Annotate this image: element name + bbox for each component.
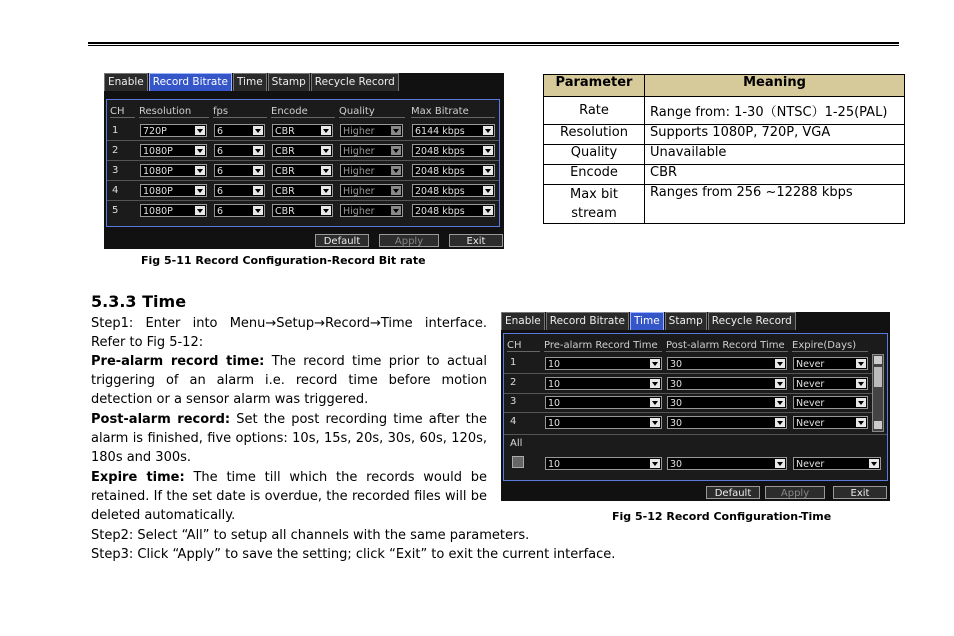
ch-label: 3 (510, 396, 517, 407)
post-alarm-select[interactable]: 30 (667, 396, 787, 409)
apply-button[interactable]: Apply (765, 486, 825, 499)
chevron-down-icon (391, 206, 401, 215)
all-pre-alarm-select[interactable]: 10 (545, 457, 662, 470)
meaning-cell: Ranges from 256 ~12288 kbps (645, 185, 905, 224)
chevron-down-icon (775, 418, 785, 427)
ch-label: 5 (112, 205, 119, 216)
chevron-down-icon (321, 186, 331, 195)
param-header: Parameter (544, 75, 645, 97)
param-cell: Resolution (544, 125, 645, 145)
chevron-down-icon (483, 206, 493, 215)
pre-alarm-select[interactable]: 10 (545, 416, 662, 429)
ch-label: 2 (510, 377, 517, 388)
chevron-down-icon (483, 166, 493, 175)
chevron-down-icon (775, 359, 785, 368)
chevron-down-icon (391, 126, 401, 135)
param-cell: Quality (544, 145, 645, 165)
ch-label: 1 (510, 357, 517, 368)
fps-select[interactable]: 6 (214, 204, 265, 217)
tab-stamp[interactable]: Stamp (268, 73, 310, 91)
chevron-down-icon (856, 359, 866, 368)
row-divider (107, 140, 499, 141)
quality-select: Higher (340, 144, 403, 157)
fps-select[interactable]: 6 (214, 124, 265, 137)
pre-alarm-label: Pre-alarm record time: (91, 354, 265, 369)
post-alarm-paragraph (91, 410, 487, 468)
ch-label: 3 (112, 165, 119, 176)
chevron-down-icon (253, 186, 263, 195)
row-divider (107, 180, 499, 181)
all-label: All (510, 438, 523, 449)
chevron-down-icon (253, 206, 263, 215)
ch-label: 4 (510, 416, 517, 427)
scrollbar[interactable] (872, 354, 884, 432)
col-max-bitrate: Max Bitrate (411, 106, 495, 118)
chevron-down-icon (856, 398, 866, 407)
chevron-down-icon (253, 126, 263, 135)
all-checkbox[interactable] (512, 456, 524, 468)
step1-ref: Refer to Fig 5-12: (91, 335, 204, 351)
header-rule-thin (88, 45, 899, 46)
expire-select[interactable]: Never (793, 396, 868, 409)
chevron-down-icon (195, 186, 205, 195)
col-ch: CH (110, 106, 135, 118)
parameter-table (543, 74, 905, 224)
encode-select[interactable]: CBR (272, 124, 333, 137)
apply-button[interactable]: Apply (379, 234, 439, 247)
tab-bar (104, 73, 400, 92)
default-button[interactable]: Default (315, 234, 369, 247)
chevron-down-icon (650, 418, 660, 427)
pre-alarm-select[interactable]: 10 (545, 396, 662, 409)
chevron-down-icon (483, 186, 493, 195)
chevron-down-icon (869, 459, 879, 468)
post-alarm-text: Set the post recording time after the alarm is finished, five options: 10s, 15s, 20s, 30s, 60s, 120s, 180s and 300s. (91, 412, 487, 466)
encode-select[interactable]: CBR (272, 164, 333, 177)
step1-paragraph (91, 314, 487, 352)
bitrate-select[interactable]: 6144 kbps (412, 124, 495, 137)
exit-button[interactable]: Exit (449, 234, 503, 247)
row-divider (107, 200, 499, 201)
tab-recycle-record[interactable]: Recycle Record (708, 312, 796, 330)
meaning-cell: CBR (645, 165, 905, 185)
chevron-down-icon (195, 166, 205, 175)
resolution-select[interactable]: 1080P (140, 164, 207, 177)
chevron-down-icon (321, 206, 331, 215)
chevron-down-icon (483, 126, 493, 135)
ch-label: 2 (112, 145, 119, 156)
chevron-down-icon (195, 206, 205, 215)
tab-enable[interactable]: Enable (104, 73, 148, 91)
col-pre-alarm: Pre-alarm Record Time (544, 340, 662, 352)
step3-line: Step3: Click “Apply” to save the setting; click “Exit” to exit the current interface. (91, 547, 616, 562)
default-button[interactable]: Default (706, 486, 760, 499)
meaning-cell: Unavailable (645, 145, 905, 165)
expire-select[interactable]: Never (793, 416, 868, 429)
step2-line: Step2: Select “All” to setup all channels with the same parameters. (91, 528, 530, 543)
pre-alarm-paragraph (91, 352, 487, 410)
chevron-down-icon (321, 146, 331, 155)
ch-label: 1 (112, 125, 119, 136)
row-divider (504, 393, 872, 394)
figure-caption: Fig 5-11 Record Configuration-Record Bit rate (141, 254, 426, 267)
record-time-panel (501, 312, 890, 501)
chevron-down-icon (856, 379, 866, 388)
meaning-cell: Supports 1080P, 720P, VGA (645, 125, 905, 145)
pre-alarm-text: The record time prior to actual triggering of an alarm i.e. record time before motion detection or a sensor alarm was triggered. (91, 354, 487, 408)
chevron-down-icon (650, 359, 660, 368)
scroll-down-icon[interactable] (874, 421, 882, 429)
col-encode: Encode (271, 106, 335, 118)
expire-label: Expire time: (91, 470, 185, 485)
chevron-down-icon (391, 186, 401, 195)
row-divider (107, 160, 499, 161)
tab-record-bitrate[interactable]: Record Bitrate (149, 73, 232, 91)
step1-line: Step1: Enter into Menu→Setup→Record→Time interface. (91, 316, 487, 331)
resolution-select[interactable]: 720P (140, 124, 207, 137)
bitrate-grid (106, 99, 500, 227)
all-expire-select[interactable]: Never (793, 457, 881, 470)
col-resolution: Resolution (139, 106, 209, 118)
quality-select: Higher (340, 124, 403, 137)
resolution-select[interactable]: 1080P (140, 184, 207, 197)
meaning-cell: Range from: 1-30（NTSC）1-25(PAL) (645, 97, 905, 125)
col-post-alarm: Post-alarm Record Time (666, 340, 788, 352)
chevron-down-icon (391, 146, 401, 155)
col-fps: fps (213, 106, 267, 118)
post-alarm-select[interactable]: 30 (667, 377, 787, 390)
expire-paragraph (91, 468, 487, 526)
chevron-down-icon (253, 146, 263, 155)
fps-select[interactable]: 6 (214, 144, 265, 157)
bitrate-select[interactable]: 2048 kbps (412, 164, 495, 177)
chevron-down-icon (253, 166, 263, 175)
figure-caption: Fig 5-12 Record Configuration-Time (612, 510, 832, 523)
ch-label: 4 (112, 185, 119, 196)
expire-text: The time till which the records would be retained. If the set date is overdue, the recorded files will be deleted automatically. (91, 470, 488, 524)
quality-select: Higher (340, 184, 403, 197)
fps-select[interactable]: 6 (214, 184, 265, 197)
chevron-down-icon (650, 459, 660, 468)
tab-record-bitrate[interactable]: Record Bitrate (546, 312, 629, 330)
post-alarm-select[interactable]: 30 (667, 416, 787, 429)
time-grid (503, 333, 888, 481)
section-title: 5.3.3 Time (91, 292, 187, 311)
header-rule (88, 42, 899, 44)
chevron-down-icon (856, 418, 866, 427)
row-divider (504, 412, 872, 413)
pre-alarm-select[interactable]: 10 (545, 377, 662, 390)
chevron-down-icon (483, 146, 493, 155)
bitrate-select[interactable]: 2048 kbps (412, 144, 495, 157)
record-bitrate-panel (104, 73, 504, 249)
tab-time[interactable]: Time (233, 73, 267, 91)
col-ch: CH (507, 340, 540, 352)
pre-alarm-select[interactable]: 10 (545, 357, 662, 370)
param-cell: Encode (544, 165, 645, 185)
resolution-select[interactable]: 1080P (140, 144, 207, 157)
tab-stamp[interactable]: Stamp (665, 312, 707, 330)
tab-recycle-record[interactable]: Recycle Record (311, 73, 399, 91)
param-cell: Max bit stream (544, 185, 645, 224)
row-divider (504, 373, 872, 374)
chevron-down-icon (775, 459, 785, 468)
chevron-down-icon (650, 398, 660, 407)
chevron-down-icon (321, 166, 331, 175)
chevron-down-icon (195, 146, 205, 155)
encode-select[interactable]: CBR (272, 184, 333, 197)
chevron-down-icon (775, 398, 785, 407)
encode-select[interactable]: CBR (272, 204, 333, 217)
encode-select[interactable]: CBR (272, 144, 333, 157)
expire-select[interactable]: Never (793, 377, 868, 390)
all-divider (504, 434, 887, 435)
chevron-down-icon (195, 126, 205, 135)
tab-bar (501, 312, 797, 331)
fps-select[interactable]: 6 (214, 164, 265, 177)
tab-time[interactable]: Time (630, 312, 664, 330)
col-quality: Quality (339, 106, 405, 118)
exit-button[interactable]: Exit (833, 486, 887, 499)
all-post-alarm-select[interactable]: 30 (667, 457, 787, 470)
resolution-select[interactable]: 1080P (140, 204, 207, 217)
scroll-up-icon[interactable] (874, 356, 882, 364)
chevron-down-icon (650, 379, 660, 388)
bitrate-select[interactable]: 2048 kbps (412, 204, 495, 217)
chevron-down-icon (321, 126, 331, 135)
expire-select[interactable]: Never (793, 357, 868, 370)
post-alarm-select[interactable]: 30 (667, 357, 787, 370)
quality-select: Higher (340, 164, 403, 177)
bitrate-select[interactable]: 2048 kbps (412, 184, 495, 197)
meaning-header: Meaning (645, 75, 905, 97)
tab-enable[interactable]: Enable (501, 312, 545, 330)
quality-select: Higher (340, 204, 403, 217)
scroll-thumb[interactable] (874, 367, 882, 387)
chevron-down-icon (391, 166, 401, 175)
chevron-down-icon (775, 379, 785, 388)
param-cell: Rate (544, 97, 645, 125)
post-alarm-label: Post-alarm record: (91, 412, 231, 427)
col-expire: Expire(Days) (792, 340, 868, 352)
